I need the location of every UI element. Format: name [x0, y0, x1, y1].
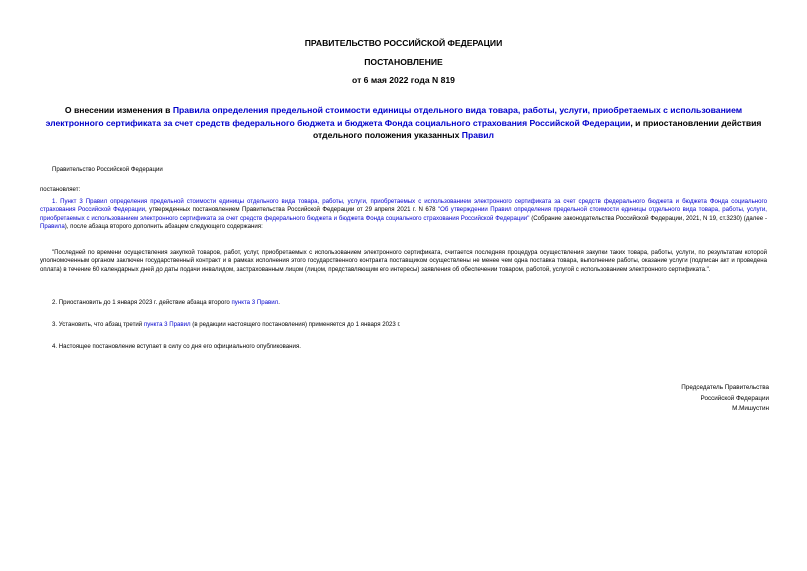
document-type: ПОСТАНОВЛЕНИЕ: [364, 57, 443, 67]
item-4: 4. Настоящее постановление вступает в силу со дня его официального опубликования.: [52, 343, 301, 350]
item1-resolution-link[interactable]: "Об утверждении Правил определения предельной стоимости единицы отдельного вида товара, работы, услуги, приобретаемых с использованием электронного сертификата за счет средств федерального бюджета и бюджета Фонда социального страхования Российской Федерации": [40, 206, 767, 222]
item1-text-addition: ), после абзаца второго дополнить абзацем следующего содержания:: [64, 223, 263, 231]
document-title: [40, 104, 767, 142]
signature-title: Председатель Правительства: [681, 384, 769, 391]
item3-point3-link[interactable]: пункта 3 Правил: [143, 321, 191, 328]
item1-text-collection: (Собрание законодательства Российской Федерации, 2021, N 19, ст.3230) (далее -: [529, 214, 767, 222]
item1-rules-link[interactable]: Правила: [40, 223, 65, 231]
quoted-paragraph: "Последней по времени осуществления закупкой товаров, работ, услуг, приобретаемых с использованием электронного сертификата, считается последняя процедура осуществления закупки таких товара, работы, услуги, по результатам которой уполномоченным органом заключен государственный контракт и в рамках исполнения этого государственного контракта поставщиком осуществлены не менее чем одна поставка товара, выполнение работы, оказание услуги (подписан акт и проведена оплата) в течение 60 календарных дней до даты подачи инвалидом, застрахованным лицом (лицом, представляющим его интересы) заявления об обеспечении товаром, работой, услугой с использованием электронного сертификата.".: [40, 249, 767, 273]
item-2: [40, 299, 767, 307]
item1-point3-link[interactable]: 1. Пункт 3 Правил определения предельной стоимости единицы отдельного вида товара, работы, услуги, приобретаемых с использованием электронного сертификата за счет средств федерального бюджета и бюджета Фонда социального страхования Российской Федерации: [40, 198, 767, 214]
rules-short-link[interactable]: Правил: [461, 130, 495, 140]
item-3: [40, 321, 767, 329]
item3-text: 3. Установить, что абзац третий: [52, 321, 144, 328]
title-middle: , и приостановлении действия отдельного положения указанных: [312, 117, 762, 140]
item-1: [40, 198, 767, 232]
government-header: ПРАВИТЕЛЬСТВО РОССИЙСКОЙ ФЕДЕРАЦИИ: [304, 38, 503, 48]
preamble-government: Правительство Российской Федерации: [52, 166, 163, 173]
item2-point3-link[interactable]: пункта 3 Правил: [231, 299, 279, 306]
signature-block: [681, 383, 769, 415]
signature-name: М.Мишустин: [732, 405, 769, 412]
document-date-number: от 6 мая 2022 года N 819: [352, 75, 455, 85]
item2-end: .: [278, 299, 280, 306]
item3-end: (в редакции настоящего постановления) применяется до 1 января 2023 г.: [190, 321, 401, 328]
signature-country: Российской Федерации: [700, 394, 769, 402]
preamble-decrees: постановляет:: [40, 186, 81, 193]
item1-text-approved: , утвержденных постановлением Правительства Российской Федерации от 29 апреля 2021 г. N 678: [145, 206, 438, 214]
item2-text: 2. Приостановить до 1 января 2023 г. действие абзаца второго: [52, 299, 232, 306]
rules-link[interactable]: Правила определения предельной стоимости единицы отдельного вида товара, работы, услуги, приобретаемых с использованием электронного сертификата за счет средств федерального бюджета и бюджета Фонда социального страхования Российской Федерации: [45, 105, 743, 128]
title-prefix: О внесении изменения в: [64, 105, 173, 115]
